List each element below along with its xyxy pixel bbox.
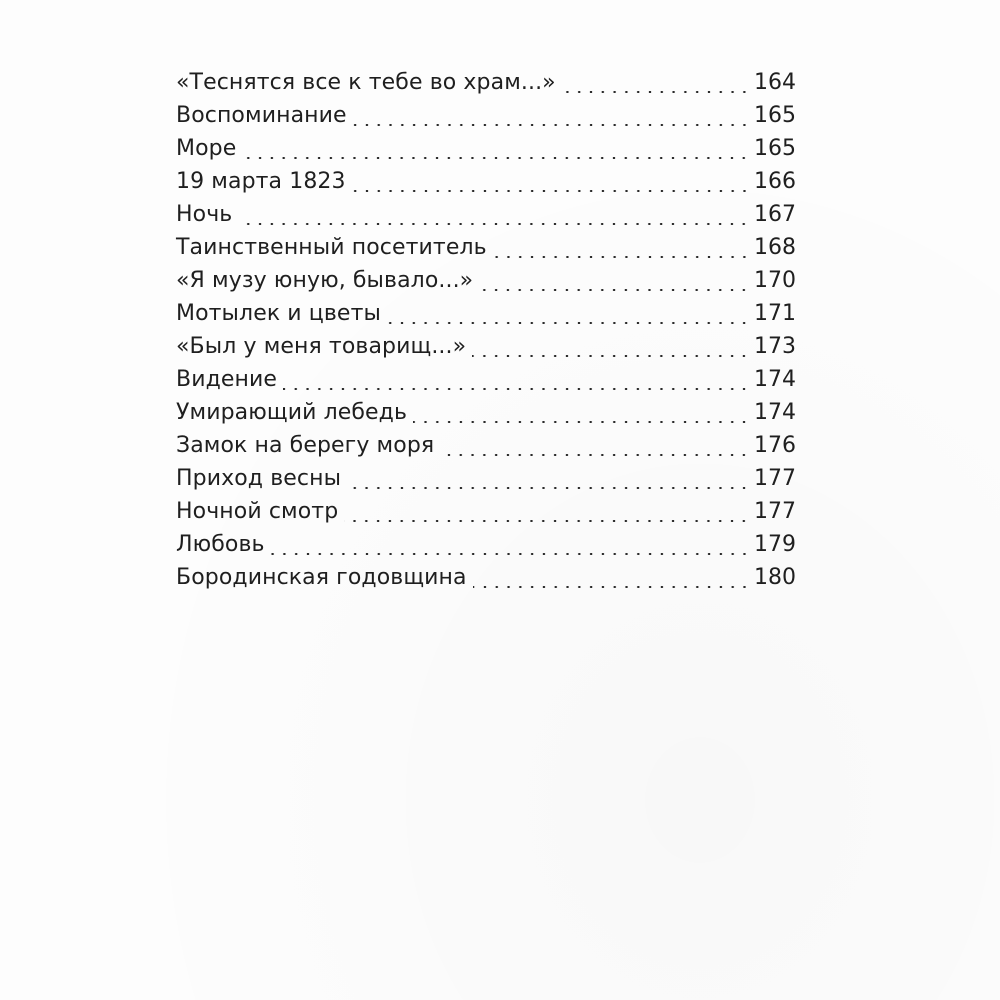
toc-entry — [176, 330, 796, 363]
toc-entry-title: «Теснятся все к тебе во храм...» — [176, 70, 556, 95]
dot-leader — [352, 190, 750, 192]
dot-leader — [387, 322, 750, 324]
toc-entry-title: Приход весны — [176, 466, 342, 491]
toc-entry-page: 165 — [754, 136, 796, 161]
toc-entry-page: 177 — [754, 466, 796, 491]
toc-entry-page: 179 — [754, 532, 796, 557]
dot-leader — [347, 487, 750, 489]
dot-leader — [479, 289, 750, 291]
dot-leader — [562, 91, 750, 93]
toc-entry-page: 170 — [754, 268, 796, 293]
toc-entry — [176, 396, 796, 429]
dot-leader — [353, 124, 750, 126]
toc-entry — [176, 264, 796, 297]
toc-entry-page: 173 — [754, 334, 796, 359]
toc-entry-title: Ночь — [176, 202, 233, 227]
toc-entry — [176, 495, 796, 528]
toc-entry — [176, 561, 796, 594]
toc-entry-page: 164 — [754, 70, 796, 95]
toc-entry-page: 176 — [754, 433, 796, 458]
toc-entry-page: 174 — [754, 367, 796, 392]
dot-leader — [440, 454, 750, 456]
toc-entry — [176, 429, 796, 462]
toc-entry — [176, 198, 796, 231]
toc-entry-page: 177 — [754, 499, 796, 524]
toc-entry-title: Бородинская годовщина — [176, 565, 467, 590]
toc-entry-title: Воспоминание — [176, 103, 347, 128]
toc-entry-title: Видение — [176, 367, 278, 392]
toc-entry — [176, 132, 796, 165]
toc-entry-title: 19 марта 1823 — [176, 169, 346, 194]
toc-entry — [176, 165, 796, 198]
toc-entry — [176, 231, 796, 264]
toc-entry-title: «Я музу юную, бывало...» — [176, 268, 474, 293]
dot-leader — [473, 586, 750, 588]
toc-entry-page: 174 — [754, 400, 796, 425]
dot-leader — [283, 388, 750, 390]
dot-leader — [238, 223, 750, 225]
toc-entry — [176, 363, 796, 396]
dot-leader — [344, 520, 750, 522]
dot-leader — [493, 256, 750, 258]
toc-entry-title: Умирающий лебедь — [176, 400, 408, 425]
toc-entry — [176, 297, 796, 330]
dot-leader — [472, 355, 750, 357]
dot-leader — [413, 421, 750, 423]
toc-entry-page: 171 — [754, 301, 796, 326]
toc-entry-page: 167 — [754, 202, 796, 227]
toc-entry — [176, 99, 796, 132]
toc-entry-title: Таинственный посетитель — [176, 235, 487, 260]
toc-entry — [176, 462, 796, 495]
toc-entry-title: Любовь — [176, 532, 265, 557]
toc-entry-title: Море — [176, 136, 237, 161]
toc-entry-page: 168 — [754, 235, 796, 260]
table-of-contents — [176, 66, 796, 594]
toc-entry-title: Замок на берегу моря — [176, 433, 435, 458]
dot-leader — [242, 157, 750, 159]
toc-entry — [176, 528, 796, 561]
toc-entry-title: Мотылек и цветы — [176, 301, 381, 326]
toc-entry-title: «Был у меня товарищ...» — [176, 334, 467, 359]
toc-entry — [176, 66, 796, 99]
dot-leader — [271, 553, 750, 555]
toc-entry-page: 166 — [754, 169, 796, 194]
toc-entry-title: Ночной смотр — [176, 499, 339, 524]
toc-entry-page: 180 — [754, 565, 796, 590]
toc-entry-page: 165 — [754, 103, 796, 128]
